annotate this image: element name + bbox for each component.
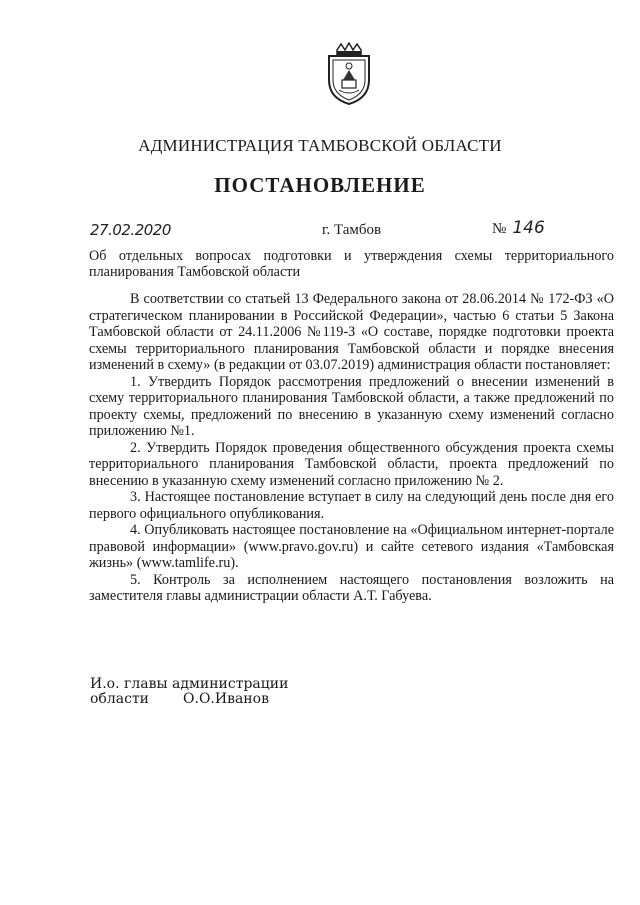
resolution-item: 2. Утвердить Порядок проведения общественного обсуждения проекта схемы территориального планирования Тамбовской области, проекта предложений по внесению в указанную схему изменений согласно приложению № 2. xyxy=(89,439,614,489)
organization-name: АДМИНИСТРАЦИЯ ТАМБОВСКОЙ ОБЛАСТИ xyxy=(138,136,502,155)
document-number xyxy=(492,218,545,238)
number-value: 146 xyxy=(512,218,545,238)
signatory-title-line1: И.о. главы администрации xyxy=(90,676,289,692)
signatory-title-line2-row xyxy=(90,692,288,707)
number-sign: № xyxy=(492,221,507,237)
coat-of-arms-icon xyxy=(323,42,375,106)
signatory-title-line2: области xyxy=(90,691,150,707)
document-body xyxy=(89,291,614,605)
preamble-paragraph: В соответствии со статьей 13 Федерального закона от 28.06.2014 № 172-ФЗ «О стратегическом планировании в Российской Федерации», частью 6 статьи 5 Закона Тамбовской области от 24.11.2006 №119-З «О составе, порядке подготовки проекта схемы территориального планирования Тамбовской области и порядке внесения изменений в схему» (в редакции от 03.07.2019) администрация области постановляет: xyxy=(89,291,614,373)
resolution-item: 1. Утвердить Порядок рассмотрения предложений о внесении изменений в схему территориального планирования Тамбовской области, а также предложений по проекту схемы, предложений по внесению в указанную схему изменений согласно приложению №1. xyxy=(89,373,614,439)
resolution-item: 3. Настоящее постановление вступает в силу на следующий день после дня его первого официального опубликования. xyxy=(89,489,614,522)
resolution-item: 4. Опубликовать настоящее постановление на «Официальном интернет-портале правовой информации» (www.pravo.gov.ru) и сайте сетевого издания «Тамбовская жизнь» (www.tamlife.ru). xyxy=(89,522,614,571)
document-date: 27.02.2020 xyxy=(90,221,171,239)
document-subject: Об отдельных вопросах подготовки и утверждения схемы территориального планирования Тамбовской области xyxy=(89,248,614,280)
signature-block xyxy=(90,677,288,707)
document-city: г. Тамбов xyxy=(322,222,382,238)
resolution-item: 5. Контроль за исполнением настоящего постановления возложить на заместителя главы администрации области А.Т. Габуева. xyxy=(89,571,614,604)
signatory-name: О.О.Иванов xyxy=(183,691,269,707)
document-type-title: ПОСТАНОВЛЕНИЕ xyxy=(214,173,426,197)
